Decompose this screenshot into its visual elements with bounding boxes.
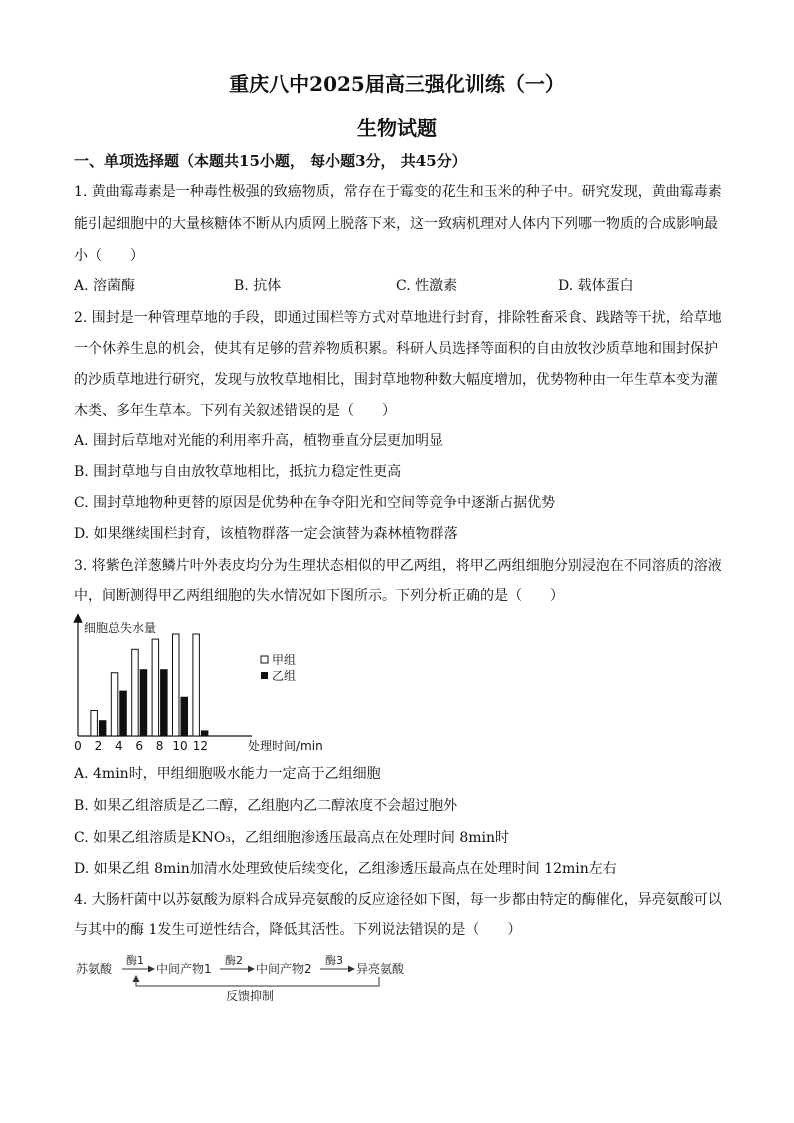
x-tick-2: 2: [94, 739, 103, 753]
q1-line-3: 小（ ）: [74, 248, 144, 264]
bar-yi-8: [161, 670, 168, 736]
water-loss-bar-chart: [60, 612, 350, 760]
legend-label-yi: 乙组: [272, 669, 297, 683]
x-tick-6: 6: [135, 739, 144, 753]
x-tick-0: 0: [74, 739, 82, 753]
q1-option-b: B. 抗体: [234, 278, 282, 294]
q1-option-d: D. 载体蛋白: [558, 278, 634, 294]
bar-yi-4: [120, 691, 127, 736]
q3-line-1: 3. 将紫色洋葱鳞片叶外表皮均分为生理状态相似的甲乙两组，将甲乙两组细胞分别浸泡在不同溶质的溶液: [74, 558, 722, 574]
feedback-label: 反馈抑制: [226, 989, 275, 1003]
legend-label-jia: 甲组: [272, 653, 297, 667]
substrate-label: 苏氨酸: [76, 962, 113, 976]
bar-yi-10: [181, 697, 188, 736]
enzyme3-label: 酶3: [325, 954, 343, 967]
y-axis-label: 细胞总失水量: [84, 621, 157, 635]
product-label: 异亮氨酸: [356, 962, 405, 976]
q1-line-2: 能引起细胞中的大量核糖体不断从内质网上脱落下来，这一致病机理对人体内下列哪一物质的合成影响最: [74, 216, 718, 232]
q2-line-3: 的沙质草地进行研究，发现与放牧草地相比，围封草地物种数大幅度增加，优势物种由一年生草本变为灌: [74, 372, 718, 388]
page-subtitle: 生物试题: [357, 116, 437, 140]
q1-line-1: 1. 黄曲霉毒素是一种毒性极强的致癌物质，常存在于霉变的花生和玉米的种子中。研究发现，黄曲霉毒素: [74, 184, 722, 200]
x-tick-8: 8: [155, 739, 164, 753]
q2-line-2: 一个休养生息的机会，使其有足够的营养物质积累。科研人员选择等面积的自由放牧沙质草地和围封保护: [74, 341, 718, 357]
x-tick-4: 4: [114, 739, 123, 753]
q3-option-a: A. 4min时，甲组细胞吸水能力一定高于乙组细胞: [74, 766, 381, 782]
q2-line-1: 2. 围封是一种管理草地的手段，即通过围栏等方式对草地进行封育，排除牲畜采食、践踏等干扰，给草地: [74, 310, 722, 326]
x-tick-10: 10: [172, 739, 188, 753]
pathway-diagram: [74, 950, 434, 1006]
q4-line-1: 4. 大肠杆菌中以苏氨酸为原料合成异亮氨酸的反应途径如下图，每一步都由特定的酶催化，异亮氨酸可以: [74, 892, 722, 908]
q2-option-c: C. 围封草地物种更替的原因是优势种在争夺阳光和空间等竞争中逐渐占据优势: [74, 495, 556, 511]
legend-swatch-jia: [261, 656, 268, 663]
bar-yi-6: [140, 670, 147, 736]
enzyme2-label: 酶2: [225, 954, 243, 967]
q3-option-c: C. 如果乙组溶质是KNO₃，乙组细胞渗透压最高点在处理时间 8min时: [74, 830, 510, 846]
bar-jia-2: [91, 711, 98, 737]
bar-yi-2: [99, 721, 106, 736]
bar-jia-8: [152, 639, 159, 736]
q2-option-b: B. 围封草地与自由放牧草地相比，抵抗力稳定性更高: [74, 464, 402, 480]
bar-yi-12: [201, 731, 208, 736]
q3-option-b: B. 如果乙组溶质是乙二醇，乙组胞内乙二醇浓度不会超过胞外: [74, 798, 458, 814]
x-axis-label: 处理时间/min: [248, 739, 323, 753]
bar-jia-10: [173, 634, 180, 736]
x-tick-12: 12: [192, 739, 209, 753]
bar-jia-6: [132, 649, 139, 736]
intermediate2-label: 中间产物2: [256, 962, 312, 976]
bar-jia-4: [111, 673, 118, 736]
feedback-line: [136, 976, 379, 986]
intermediate1-label: 中间产物1: [156, 962, 212, 976]
bar-jia-12: [193, 634, 200, 736]
page-title: 重庆八中2025届高三强化训练（一）: [229, 72, 565, 96]
q1-option-a: A. 溶菌酶: [74, 278, 136, 294]
q2-option-d: D. 如果继续围栏封育，该植物群落一定会演替为森林植物群落: [74, 526, 458, 542]
q1-option-c: C. 性激素: [396, 278, 458, 294]
q2-line-4: 木类、多年生草本。下列有关叙述错误的是（ ）: [74, 403, 396, 419]
q4-line-2: 与其中的酶 1发生可逆性结合，降低其活性。下列说法错误的是（ ）: [74, 922, 522, 938]
q3-line-2: 中，间断测得甲乙两组细胞的失水情况如下图所示。下列分析正确的是（ ）: [74, 588, 564, 604]
q3-option-d: D. 如果乙组 8min加清水处理致使后续变化，乙组渗透压最高点在处理时间 12min左右: [74, 861, 617, 877]
section-heading: 一、单项选择题（本题共15小题， 每小题3分， 共45分）: [74, 152, 467, 170]
legend-swatch-yi: [261, 672, 268, 679]
q2-option-a: A. 围封后草地对光能的利用率升高，植物垂直分层更加明显: [74, 433, 444, 449]
enzyme1-label: 酶1: [126, 954, 144, 967]
